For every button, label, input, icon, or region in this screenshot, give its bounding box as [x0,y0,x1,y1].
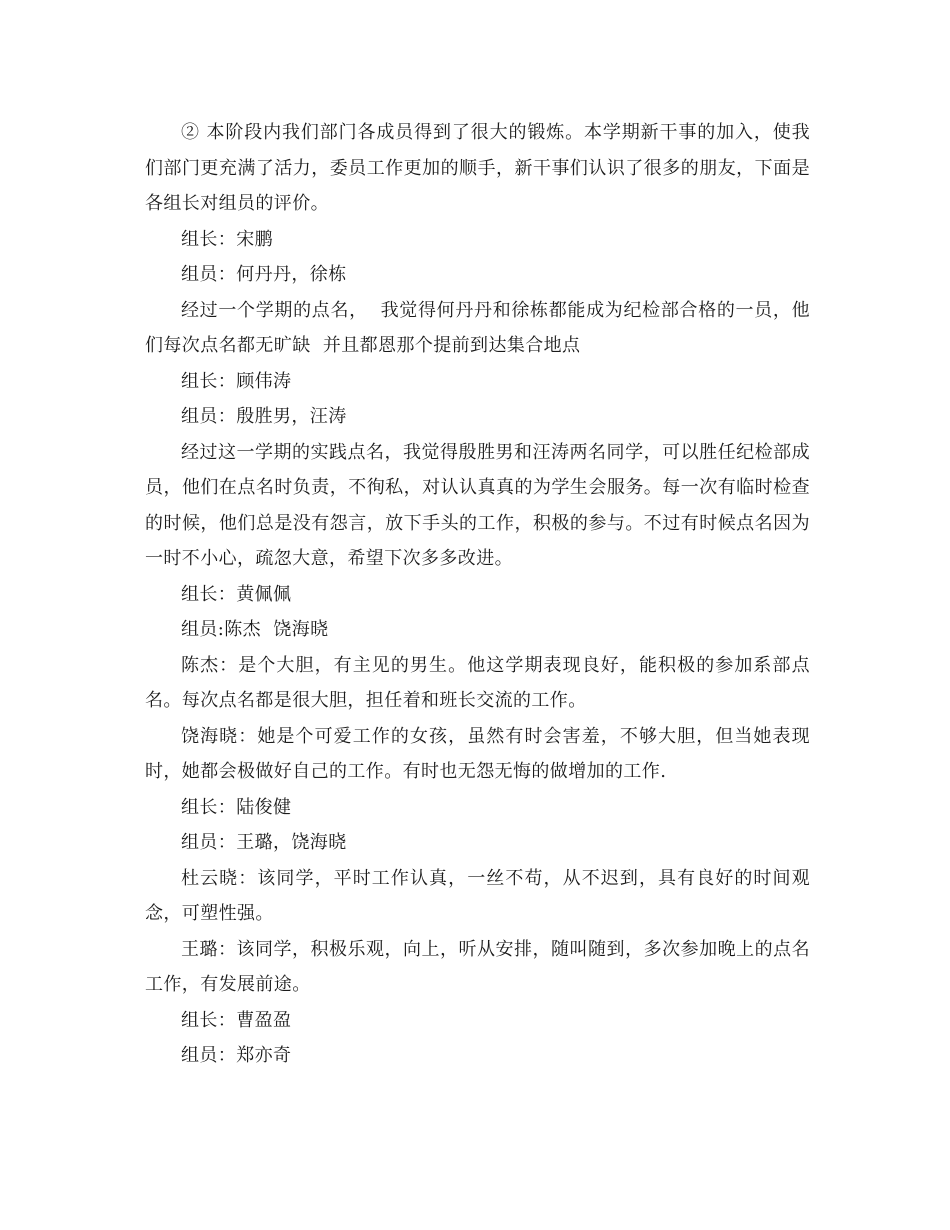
group-leader-line: 组长：陆俊健 [181,796,292,818]
evaluation-paragraph: 陈杰：是个大胆，有主见的男生。他这学期表现良好，能积极的参加系部点名。每次点名都是很大胆，担任着和班长交流的工作。 [145,654,810,711]
group-members-line: 组员：殷胜男，汪涛 [181,406,347,427]
document-body [145,115,810,1074]
group-members-line: 组员：王璐，饶海晓 [181,832,347,853]
evaluation-paragraph: 饶海晓：她是个可爱工作的女孩，虽然有时会害羞，不够大胆，但当她表现时，她都会极做好自己的工作。有时也无怨无悔的做增加的工作. [145,725,810,782]
evaluation-paragraph: 王璐：该同学，积极乐观，向上，听从安排，随叫随到，多次参加晚上的点名工作，有发展前途。 [145,938,810,995]
group-members-line: 组员：何丹丹，徐栋 [181,264,347,285]
evaluation-paragraph: 杜云晓：该同学，平时工作认真，一丝不苟，从不迟到，具有良好的时间观念，可塑性强。 [145,867,810,924]
evaluation-paragraph: 经过一个学期的点名， 我觉得何丹丹和徐栋都能成为纪检部合格的一员，他们每次点名都无旷缺 并且都恩那个提前到达集合地点 [145,299,810,356]
group-leader-line: 组长：宋鹏 [181,228,273,250]
group-members-line: 组员：郑亦奇 [181,1045,292,1066]
group-leader-line: 组长：黄佩佩 [181,583,292,605]
group-members-line: 组员:陈杰 饶海晓 [181,619,329,640]
evaluation-paragraph: 经过这一学期的实践点名，我觉得殷胜男和汪涛两名同学，可以胜任纪检部成员，他们在点名时负责，不徇私，对认认真真的为学生会服务。每一次有临时检查的时候，他们总是没有怨言，放下手头的工作，积极的参与。不过有时候点名因为一时不小心，疏忽大意，希望下次多多改进。 [145,441,810,569]
intro-paragraph: ② 本阶段内我们部门各成员得到了很大的锻炼。本学期新干事的加入，使我们部门更充满了活力，委员工作更加的顺手，新干事们认识了很多的朋友，下面是各组长对组员的评价。 [145,122,810,214]
group-leader-line: 组长：曹盈盈 [181,1009,292,1031]
group-leader-line: 组长：顾伟涛 [181,370,292,392]
